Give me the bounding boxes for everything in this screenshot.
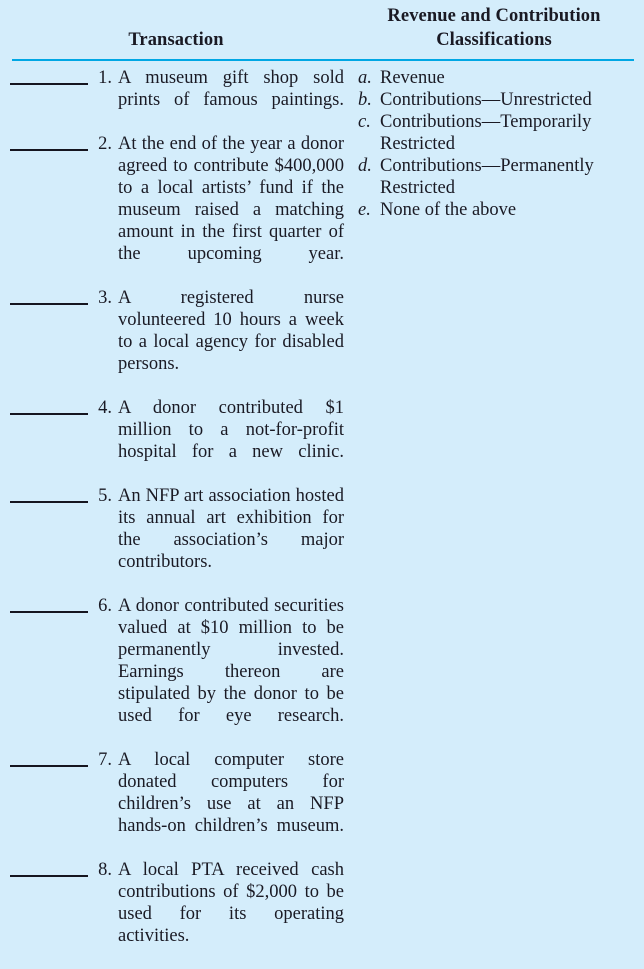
classification-header-line1: Revenue and Contribution bbox=[387, 6, 601, 26]
transaction-text: At the end of the year a donor agreed to contribute $400,000 to a local artists’ fund if the museum raised a matching amount in the first quarter of the upcoming year. bbox=[118, 134, 344, 264]
answer-blank-5[interactable] bbox=[0, 485, 96, 507]
transaction-number: 5. bbox=[98, 486, 112, 506]
transaction-text: A donor contributed $1 million to a not-for-profit hospital for a new clinic. bbox=[118, 398, 344, 462]
classification-label: Contributions—Unrestricted bbox=[380, 90, 592, 110]
answer-blank-line bbox=[10, 83, 88, 85]
transaction-column-header bbox=[0, 4, 352, 52]
transaction-number: 1. bbox=[98, 68, 112, 88]
classification-letter: b. bbox=[358, 90, 372, 110]
column-headers bbox=[0, 0, 644, 52]
classification-header-title bbox=[352, 4, 636, 52]
transaction-item bbox=[0, 749, 352, 859]
answer-blank-2[interactable] bbox=[0, 133, 96, 155]
classification-label-continuation: Restricted bbox=[380, 178, 456, 198]
classification-text bbox=[380, 89, 644, 111]
transaction-text: A local PTA received cash contributions of $2,000 to be used for its operating activities. bbox=[118, 860, 344, 946]
classification-item bbox=[358, 67, 644, 89]
transaction-text: A donor contributed securities valued at $10 million to be permanently invested. Earnings thereon are stipulated by the donor to be used for eye research. bbox=[118, 596, 344, 726]
transaction-header-title bbox=[0, 28, 352, 52]
classification-letter: d. bbox=[358, 156, 372, 176]
transaction-item bbox=[0, 397, 352, 485]
transaction-header-line: Transaction bbox=[128, 30, 224, 50]
answer-blank-6[interactable] bbox=[0, 595, 96, 617]
classification-label: Contributions—Temporarily bbox=[380, 112, 592, 132]
transaction-number: 7. bbox=[98, 750, 112, 770]
transaction-body bbox=[96, 859, 352, 969]
answer-blank-line bbox=[10, 303, 88, 305]
transaction-text: A registered nurse volunteered 10 hours a week to a local agency for disabled persons. bbox=[118, 288, 344, 374]
answer-blank-7[interactable] bbox=[0, 749, 96, 771]
transaction-body bbox=[96, 133, 352, 287]
classification-text bbox=[380, 199, 644, 221]
classification-letter: e. bbox=[358, 200, 371, 220]
answer-blank-line bbox=[10, 875, 88, 877]
transaction-item bbox=[0, 485, 352, 595]
answer-blank-line bbox=[10, 413, 88, 415]
transaction-list bbox=[0, 67, 352, 969]
answer-blank-line bbox=[10, 501, 88, 503]
transaction-body bbox=[96, 485, 352, 595]
answer-blank-8[interactable] bbox=[0, 859, 96, 881]
classification-label: None of the above bbox=[380, 200, 517, 220]
transaction-number: 8. bbox=[98, 860, 112, 880]
classification-item bbox=[358, 89, 644, 111]
transaction-body bbox=[96, 749, 352, 859]
transaction-body bbox=[96, 397, 352, 485]
classification-label: Revenue bbox=[380, 68, 445, 88]
transaction-item bbox=[0, 595, 352, 749]
classification-item bbox=[358, 155, 644, 199]
classification-list bbox=[352, 67, 644, 969]
content-columns bbox=[0, 61, 644, 969]
answer-blank-line bbox=[10, 149, 88, 151]
classification-text bbox=[380, 111, 644, 155]
transaction-item bbox=[0, 133, 352, 287]
transaction-text: A museum gift shop sold prints of famous paintings. bbox=[118, 68, 344, 110]
transaction-item bbox=[0, 67, 352, 133]
header-rule-container bbox=[0, 52, 644, 61]
transaction-body bbox=[96, 595, 352, 749]
header-spacer bbox=[0, 4, 352, 28]
transaction-text: A local computer store donated computers for children’s use at an NFP hands-on children’s museum. bbox=[118, 750, 344, 836]
answer-blank-line bbox=[10, 611, 88, 613]
answer-blank-line bbox=[10, 765, 88, 767]
classification-text bbox=[380, 67, 644, 89]
classification-column-header bbox=[352, 4, 644, 52]
answer-blank-3[interactable] bbox=[0, 287, 96, 309]
classification-item bbox=[358, 199, 644, 221]
transaction-number: 3. bbox=[98, 288, 112, 308]
transaction-text: An NFP art association hosted its annual art exhibition for the association’s major contributors. bbox=[118, 486, 344, 572]
classification-header-line2: Classifications bbox=[436, 30, 552, 50]
transaction-number: 6. bbox=[98, 596, 112, 616]
transaction-item bbox=[0, 859, 352, 969]
transaction-body bbox=[96, 287, 352, 397]
classification-item bbox=[358, 111, 644, 155]
classification-letter: a. bbox=[358, 68, 372, 88]
classification-label: Contributions—Permanently bbox=[380, 156, 594, 176]
answer-blank-4[interactable] bbox=[0, 397, 96, 419]
classification-label-continuation: Restricted bbox=[380, 134, 456, 154]
answer-blank-1[interactable] bbox=[0, 67, 96, 89]
classification-letter: c. bbox=[358, 112, 371, 132]
transaction-body bbox=[96, 67, 352, 133]
transaction-item bbox=[0, 287, 352, 397]
transaction-number: 2. bbox=[98, 134, 112, 154]
transaction-number: 4. bbox=[98, 398, 112, 418]
classification-text bbox=[380, 155, 644, 199]
